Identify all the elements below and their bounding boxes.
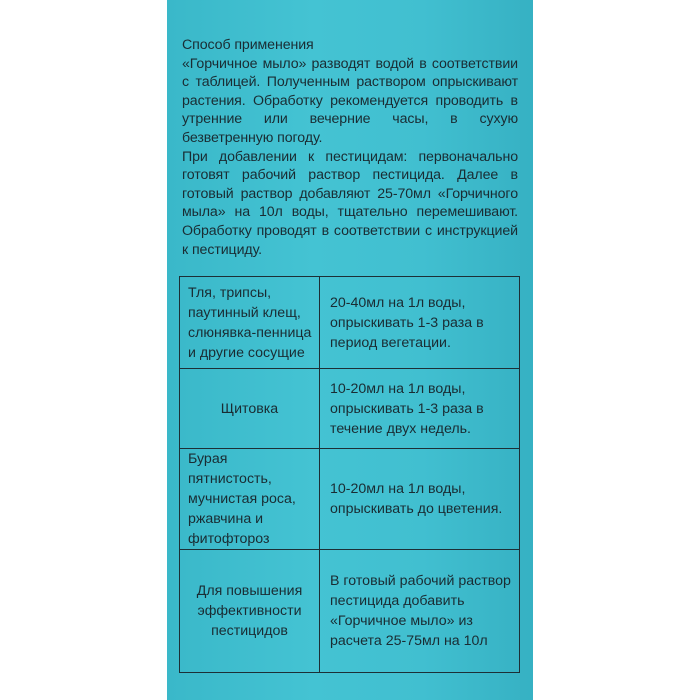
pest-cell: Бурая пятнистость, мучнистая роса, ржавчина и фитофтороз (180, 449, 320, 550)
table-row (180, 449, 520, 550)
dosage-table (179, 276, 520, 673)
table-row (180, 369, 520, 449)
usage-instructions (182, 36, 518, 259)
instructions-paragraph-pesticides: При добавлении к пестицидам: первоначально готовят рабочий раствор пестицида. Далее в готовый раствор добавляют 25-70мл «Горчичного мыла» на 10л воды, тщательно перемешивают. Обработку проводят в соответствии с инструкцией к пестициду. (182, 148, 518, 258)
table-row (180, 550, 520, 673)
dose-cell: 20-40мл на 1л воды, опрыскивать 1-3 раза в период вегетации. (320, 277, 520, 369)
dose-cell: В готовый рабочий раствор пестицида добавить «Горчичное мыло» из расчета 25-75мл на 10л (320, 550, 520, 673)
table-row (180, 277, 520, 369)
pest-cell: Для повышения эффективности пестицидов (180, 550, 320, 673)
instructions-paragraph-dilution: «Горчичное мыло» разводят водой в соответствии с таблицей. Полученным раствором опрыскивают растения. Обработку рекомендуется проводить в утренние или вечерние часы, в сухую безветренную погоду. (182, 55, 518, 146)
product-label-panel (167, 0, 533, 700)
pest-cell: Тля, трипсы, паутинный клещ, слюнявка-пенница и другие сосущие (180, 277, 320, 369)
dose-cell: 10-20мл на 1л воды, опрыскивать 1-3 раза в течение двух недель. (320, 369, 520, 449)
instructions-heading: Способ применения (182, 37, 314, 53)
pest-cell: Щитовка (180, 369, 320, 449)
dose-cell: 10-20мл на 1л воды, опрыскивать до цветения. (320, 449, 520, 550)
